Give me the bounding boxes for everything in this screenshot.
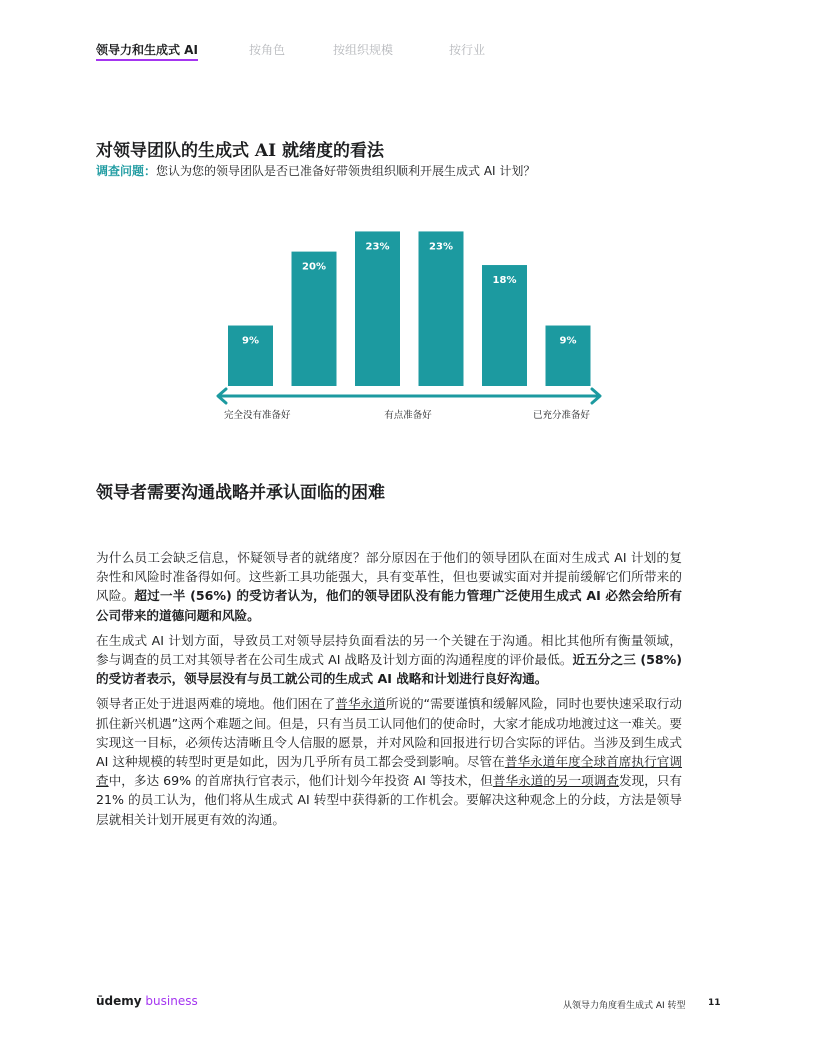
paragraph-2-emphasis: 近五分之三 (58%) 的受访者表示，领导层没有与员工就公司的生成式 AI 战略和计划进行良好沟通。: [96, 652, 682, 687]
paragraph-3-text-c: 中，多达 69% 的首席执行官表示，他们计划今年投资 AI 等技术，但: [108, 773, 493, 789]
nav-tab-leadership[interactable]: 领导力和生成式 AI: [96, 41, 198, 61]
survey-question-label: 调查问题：: [96, 164, 157, 178]
bar-value-label-5: 18%: [492, 275, 517, 287]
paragraph-3-text-a: 领导者正处于进退两难的境地。他们困在了: [96, 696, 336, 712]
link-pwc-other-survey[interactable]: 普华永道的另一项调查: [492, 773, 619, 789]
bar-3: [355, 231, 400, 386]
axis-label-1: 完全没有准备好: [224, 410, 291, 421]
paragraph-1: [96, 548, 682, 625]
page-number: 11: [708, 998, 721, 1008]
section-title-readiness: 对领导团队的生成式 AI 就绪度的看法: [96, 141, 384, 161]
bar-value-label-2: 20%: [302, 261, 326, 273]
link-pwc-ceo-survey[interactable]: 普华永道年度全球首席执行官调查: [96, 754, 682, 789]
udemy-business-logo: [96, 994, 198, 1008]
bar-4: [419, 231, 464, 386]
bar-value-label-3: 23%: [365, 241, 390, 253]
paragraph-3: [96, 694, 682, 828]
logo-business: business: [141, 994, 198, 1008]
body-text: [96, 548, 682, 835]
paragraph-2-text: 在生成式 AI 计划方面，导致员工对领导层持负面看法的另一个关键在于沟通。相比其他所有衡量领域，参与调查的员工对其领导者在公司生成式 AI 战略及计划方面的沟通程度的评价最低。: [96, 632, 682, 668]
link-pwc[interactable]: 普华永道: [335, 696, 386, 712]
axis-label-2: 有点准备好: [384, 410, 432, 421]
nav-tab-by-industry[interactable]: 按行业: [449, 43, 486, 57]
footer-caption: 从领导力角度看生成式 AI 转型: [563, 1001, 686, 1011]
nav-tab-by-role[interactable]: 按角色: [249, 43, 286, 57]
bar-value-label-6: 9%: [559, 335, 577, 347]
survey-question: [96, 162, 535, 179]
axis-label-3: 已充分准备好: [532, 410, 590, 421]
section-title-communication: 领导者需要沟通战略并承认面临的困难: [96, 483, 385, 503]
paragraph-1-emphasis: 超过一半 (56%) 的受访者认为，他们的领导团队没有能力管理广泛使用生成式 AI 必然会给所有公司带来的道德问题和风险。: [96, 588, 682, 623]
survey-question-text: 您认为您的领导团队是否已准备好带领贵组织顺利开展生成式 AI 计划？: [156, 164, 536, 178]
bar-value-label-4: 23%: [429, 241, 453, 253]
paragraph-1-text: 为什么员工会缺乏信息，怀疑领导者的就绪度？部分原因在于他们的领导团队在面对生成式 AI 计划的复杂性和风险时准备得如何。这些新工具功能强大，具有变革性，但也要诚实面对并提前缓解它们所带来的风险。: [96, 550, 682, 604]
readiness-bar-chart: [200, 200, 620, 430]
bar-value-label-1: 9%: [242, 335, 259, 347]
logo-udemy: ūdemy: [96, 994, 142, 1008]
paragraph-2: [96, 631, 682, 689]
paragraph-3-text-d: 发现，只有 21% 的员工认为，他们将从生成式 AI 转型中获得新的工作机会。要解决这种观念上的分歧，方法是领导层就相关计划开展更有效的沟通。: [96, 773, 683, 827]
nav-tab-by-org-size[interactable]: 按组织规模: [333, 43, 394, 57]
paragraph-3-text-b: 所说的“需要谨慎和缓解风险，同时也要快速采取行动抓住新兴机遇”这两个难题之间。但是，只有当员工认同他们的使命时，大家才能成功地渡过这一难关。要实现这一目标，必须传达清晰且令人信服的愿景，并对风险和回报进行切合实际的评估。当涉及到生成式 AI 这种规模的转型时更是如此，因为几乎所有员工都会受到影响。尽管在: [96, 696, 683, 770]
